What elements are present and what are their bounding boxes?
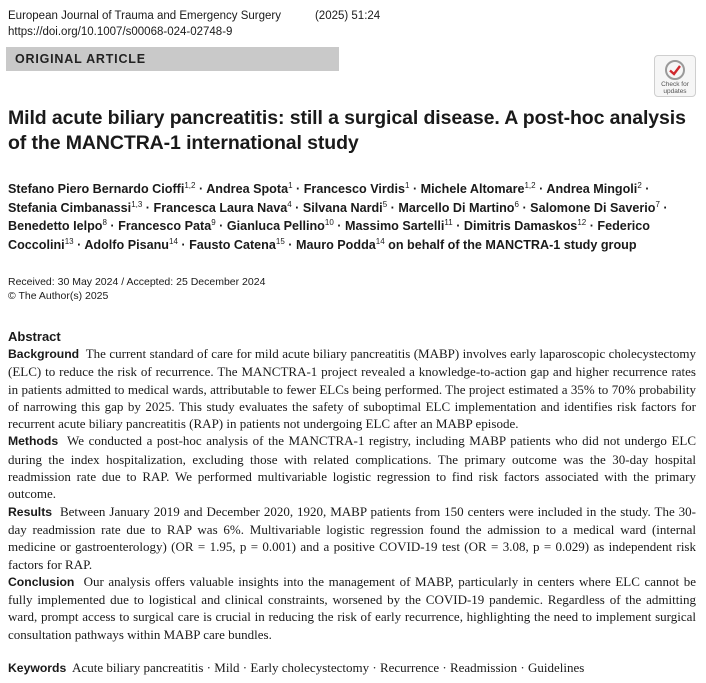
author[interactable]: Francesco Virdis: [303, 182, 406, 196]
journal-header: [8, 8, 380, 40]
author-affiliation: 8: [102, 217, 107, 227]
author[interactable]: Gianluca Pellino: [226, 219, 325, 233]
check-for-updates-badge[interactable]: [654, 55, 696, 97]
check-updates-icon: [664, 59, 686, 81]
author[interactable]: Stefano Piero Bernardo Cioffi: [8, 182, 185, 196]
author[interactable]: Andrea Mingoli: [546, 182, 638, 196]
author[interactable]: Stefania Cimbanassi: [8, 200, 132, 215]
author[interactable]: Marcello Di Martino: [398, 200, 515, 215]
author-affiliation: 1,3: [131, 199, 143, 209]
author-list: Stefano Piero Bernardo Cioffi$^{1,2}$ · Andrea Spota$^1$ · Francesco Virdis$^1$ · Michele Altomare$^{1,2}$ · Andrea Mingoli$^2$ · Stefania Cimbanassi$^{1,3}$ · Francesca Laura Nava$^4$ · Silvana Nardi$^5$ · Marcello Di Martino$^6$ · Salomone Di Saverio$^7$ · Benedetto Ielpo$^8$ · Francesco Pata$^9$ · Gianluca Pellino$^{10}$ · Massimo Sartelli$^{11}$ · Dimitris Damaskos$^{12}$ · Federico Coccolini$^{13}$ · Adolfo Pisanu$^{14}$ · Fausto Catena$^{15}$ · Mauro Podda$^{14}$ on behalf of the MANCTRA-1 study group: [8, 180, 668, 252]
article-title: Mild acute biliary pancreatitis: still a surgical disease. A post-hoc analysis of the MANCTRA-1 international study: [8, 107, 686, 154]
author-affiliation: 9: [211, 217, 216, 227]
author-affiliation: 4: [287, 199, 292, 209]
copyright: © The Author(s) 2025: [8, 290, 109, 302]
section-label: Conclusion: [8, 574, 75, 589]
author[interactable]: Francesca Laura Nava: [153, 200, 288, 215]
author-affiliation: 1: [288, 180, 293, 190]
author-affiliation: 2: [637, 180, 642, 190]
section-text: We conducted a post-hoc analysis of the MANCTRA-1 registry, including MABP patients who did not undergo ELC during the index hospitalization, excluding those with related complications. The primary outcome was the 30-day hospital readmission rate due to RAP. We performed multivariable logistic regression to find risk factors associated with the primary outcome.: [8, 433, 696, 502]
author-affiliation: 10: [324, 217, 334, 227]
check-updates-line2: updates: [663, 88, 687, 95]
keywords-text: Acute biliary pancreatitis · Mild · Early cholecystectomy · Recurrence · Readmission · Guidelines: [72, 660, 585, 675]
abstract-conclusion: [8, 573, 696, 643]
section-label: Background: [8, 347, 80, 361]
abstract-background: [8, 345, 696, 432]
author[interactable]: Adolfo Pisanu: [84, 237, 169, 252]
author[interactable]: Francesco Pata: [118, 219, 212, 233]
abstract-results: [8, 503, 696, 573]
author[interactable]: Michele Altomare: [420, 182, 525, 196]
author[interactable]: Mauro Podda: [296, 237, 376, 252]
journal-volume: (2025) 51:24: [314, 10, 381, 22]
author[interactable]: Salomone Di Saverio: [530, 200, 656, 215]
author-affiliation: 14: [169, 236, 178, 246]
author-affiliation: 12: [577, 217, 587, 227]
abstract-methods: [8, 432, 696, 502]
author-affiliation: 7: [655, 199, 660, 209]
received-accepted: Received: 30 May 2024 / Accepted: 25 December 2024: [8, 276, 266, 288]
author[interactable]: Benedetto Ielpo: [8, 219, 103, 233]
section-text: Between January 2019 and December 2020, 1920, MABP patients from 150 centers were included in the study. The 30-day readmission rate due to RAP was 6%. Multivariable logistic regression found the admission to a medical ward (internal medicine or gastroenterology) (OR = 1.95, p = 0.001) and a positive COVID-19 test (OR = 3.08, p = 0.029) as independent risk factors for RAP.: [8, 503, 697, 572]
author[interactable]: Massimo Sartelli: [344, 219, 445, 233]
abstract: [8, 328, 696, 643]
author-affiliation: 15: [275, 236, 285, 246]
keywords: [8, 659, 698, 677]
author-affiliation: 11: [444, 217, 453, 227]
author-affiliation: 1,2: [524, 180, 536, 190]
author-affiliation: 6: [514, 199, 519, 209]
article-type-banner: ORIGINAL ARTICLE: [6, 47, 339, 71]
author[interactable]: Federico Coccolini: [8, 219, 650, 252]
article-dates: [8, 275, 265, 303]
keywords-label: Keywords: [8, 661, 67, 675]
author-group: on behalf of the MANCTRA-1 study group: [388, 237, 637, 252]
author[interactable]: Fausto Catena: [189, 237, 276, 252]
section-label: Methods: [8, 434, 59, 449]
journal-name: European Journal of Trauma and Emergency Surgery: [8, 10, 281, 22]
author[interactable]: Dimitris Damaskos: [463, 219, 578, 233]
author[interactable]: Andrea Spota: [206, 182, 289, 196]
author-affiliation: 14: [375, 236, 385, 246]
abstract-heading: Abstract: [8, 329, 61, 344]
author[interactable]: Silvana Nardi: [302, 200, 383, 215]
section-text: Our analysis offers valuable insights into the management of MABP, particularly in centers where ELC cannot be fully implemented due to logistical and clinical constraints, worsened by the COVID-19 pandemic. Regardless of the admitting ward, prompt access to surgical care is crucial in reducing the risk of early recurrence, highlighting the need to implement surgical consultation pathways within MABP care bundles.: [8, 573, 697, 642]
author-affiliation: 5: [382, 199, 388, 209]
author-affiliation: 1,2: [184, 180, 196, 190]
author-affiliation: 1: [405, 180, 410, 190]
section-text: The current standard of care for mild acute biliary pancreatitis (MABP) involves early laparoscopic cholecystectomy (ELC) to reduce the risk of recurrence. The MANCTRA-1 project revealed a knowledge-to-action gap and higher recurrence rates in patients admitted to medical wards, attributable to fewer ELCs being performed. The project estimated a 35% to 70% probability of narrowing this gap by 2025. This study evaluates the safety of suboptimal ELC implementation and identifies risk factors for recurrent acute biliary pancreatitis (RAP) in patients not undergoing ELC after an MABP episode.: [8, 346, 696, 432]
doi-link[interactable]: https://doi.org/10.1007/s00068-024-02748-9: [8, 26, 233, 38]
author-affiliation: 13: [64, 236, 74, 246]
section-label: Results: [8, 504, 53, 519]
check-updates-line1: Check for: [661, 81, 689, 88]
